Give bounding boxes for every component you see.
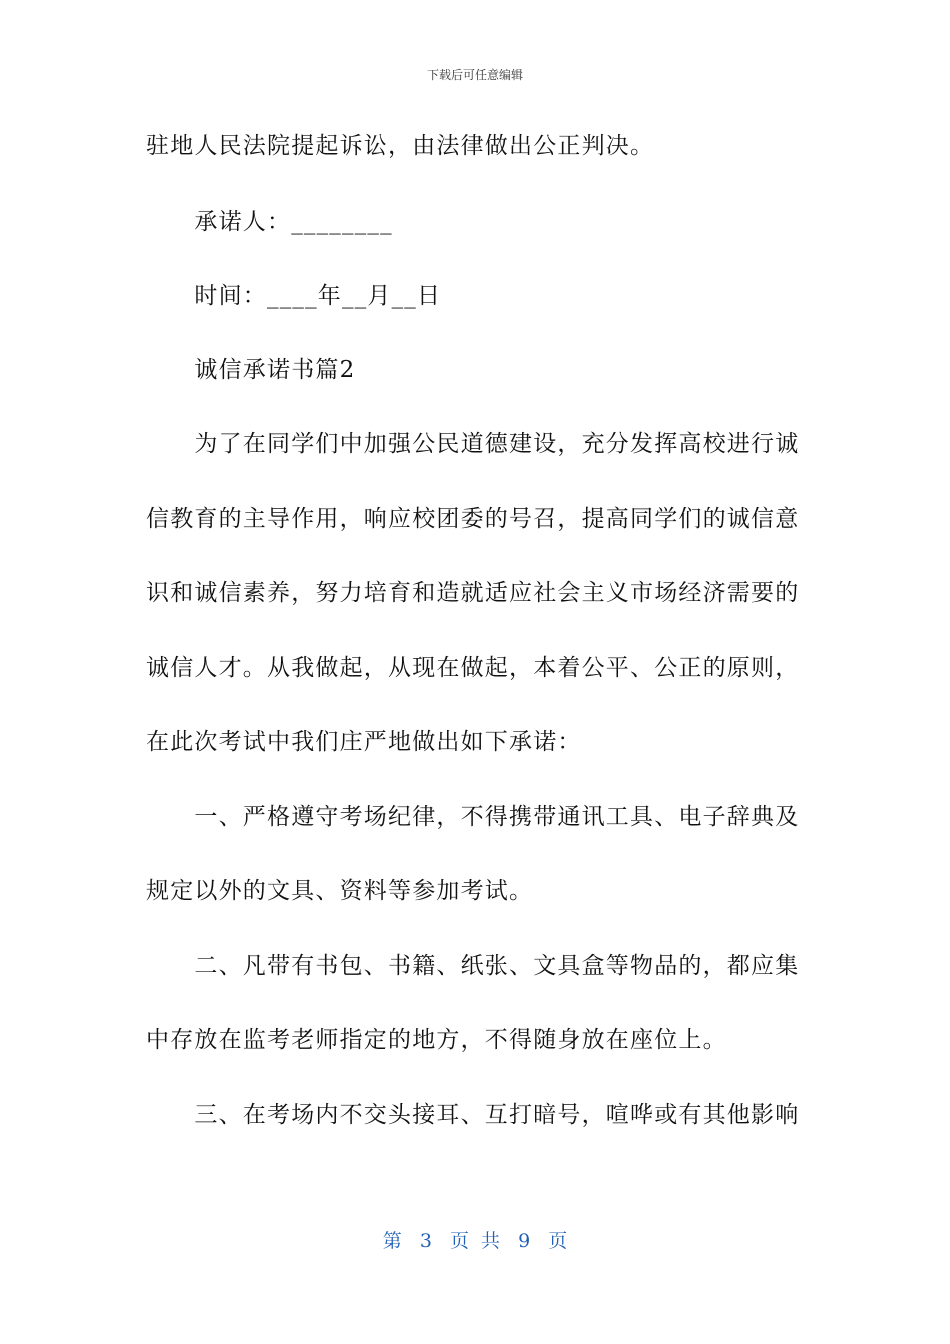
page-header: 下载后可任意编辑 — [426, 68, 523, 82]
text-line: 三、在考场内不交头接耳、互打暗号，喧哗或有其他影响 — [146, 1102, 800, 1128]
footer-of-label: 页 共 — [449, 1230, 501, 1252]
text-line: 一、严格遵守考场纪律，不得携带通讯工具、电子辞典及 — [146, 804, 800, 830]
footer-page-label: 第 — [382, 1230, 402, 1252]
footer-pages-label: 页 — [548, 1230, 568, 1252]
text-line: 驻地人民法院提起诉讼，由法律做出公正判决。 — [146, 133, 655, 159]
page-footer — [0, 1226, 950, 1253]
text-line: 信教育的主导作用，响应校团委的号召，提高同学们的诚信意 — [146, 506, 800, 532]
text-line: 承诺人：________ — [146, 209, 393, 235]
text-line: 为了在同学们中加强公民道德建设，充分发挥高校进行诚 — [146, 431, 800, 457]
text-line: 在此次考试中我们庄严地做出如下承诺： — [146, 729, 582, 755]
text-line: 二、凡带有书包、书籍、纸张、文具盒等物品的，都应集 — [146, 953, 800, 979]
text-line: 时间：____年__月__日 — [146, 283, 442, 309]
text-line: 识和诚信素养，努力培育和造就适应社会主义市场经济需要的 — [146, 580, 800, 606]
section-heading: 诚信承诺书篇2 — [146, 357, 356, 383]
text-line: 中存放在监考老师指定的地方，不得随身放在座位上。 — [146, 1027, 727, 1053]
footer-current-page: 3 — [419, 1230, 432, 1252]
text-line: 规定以外的文具、资料等参加考试。 — [146, 878, 534, 904]
footer-total-pages: 9 — [518, 1230, 531, 1252]
text-line: 诚信人才。从我做起，从现在做起，本着公平、公正的原则， — [146, 655, 800, 681]
